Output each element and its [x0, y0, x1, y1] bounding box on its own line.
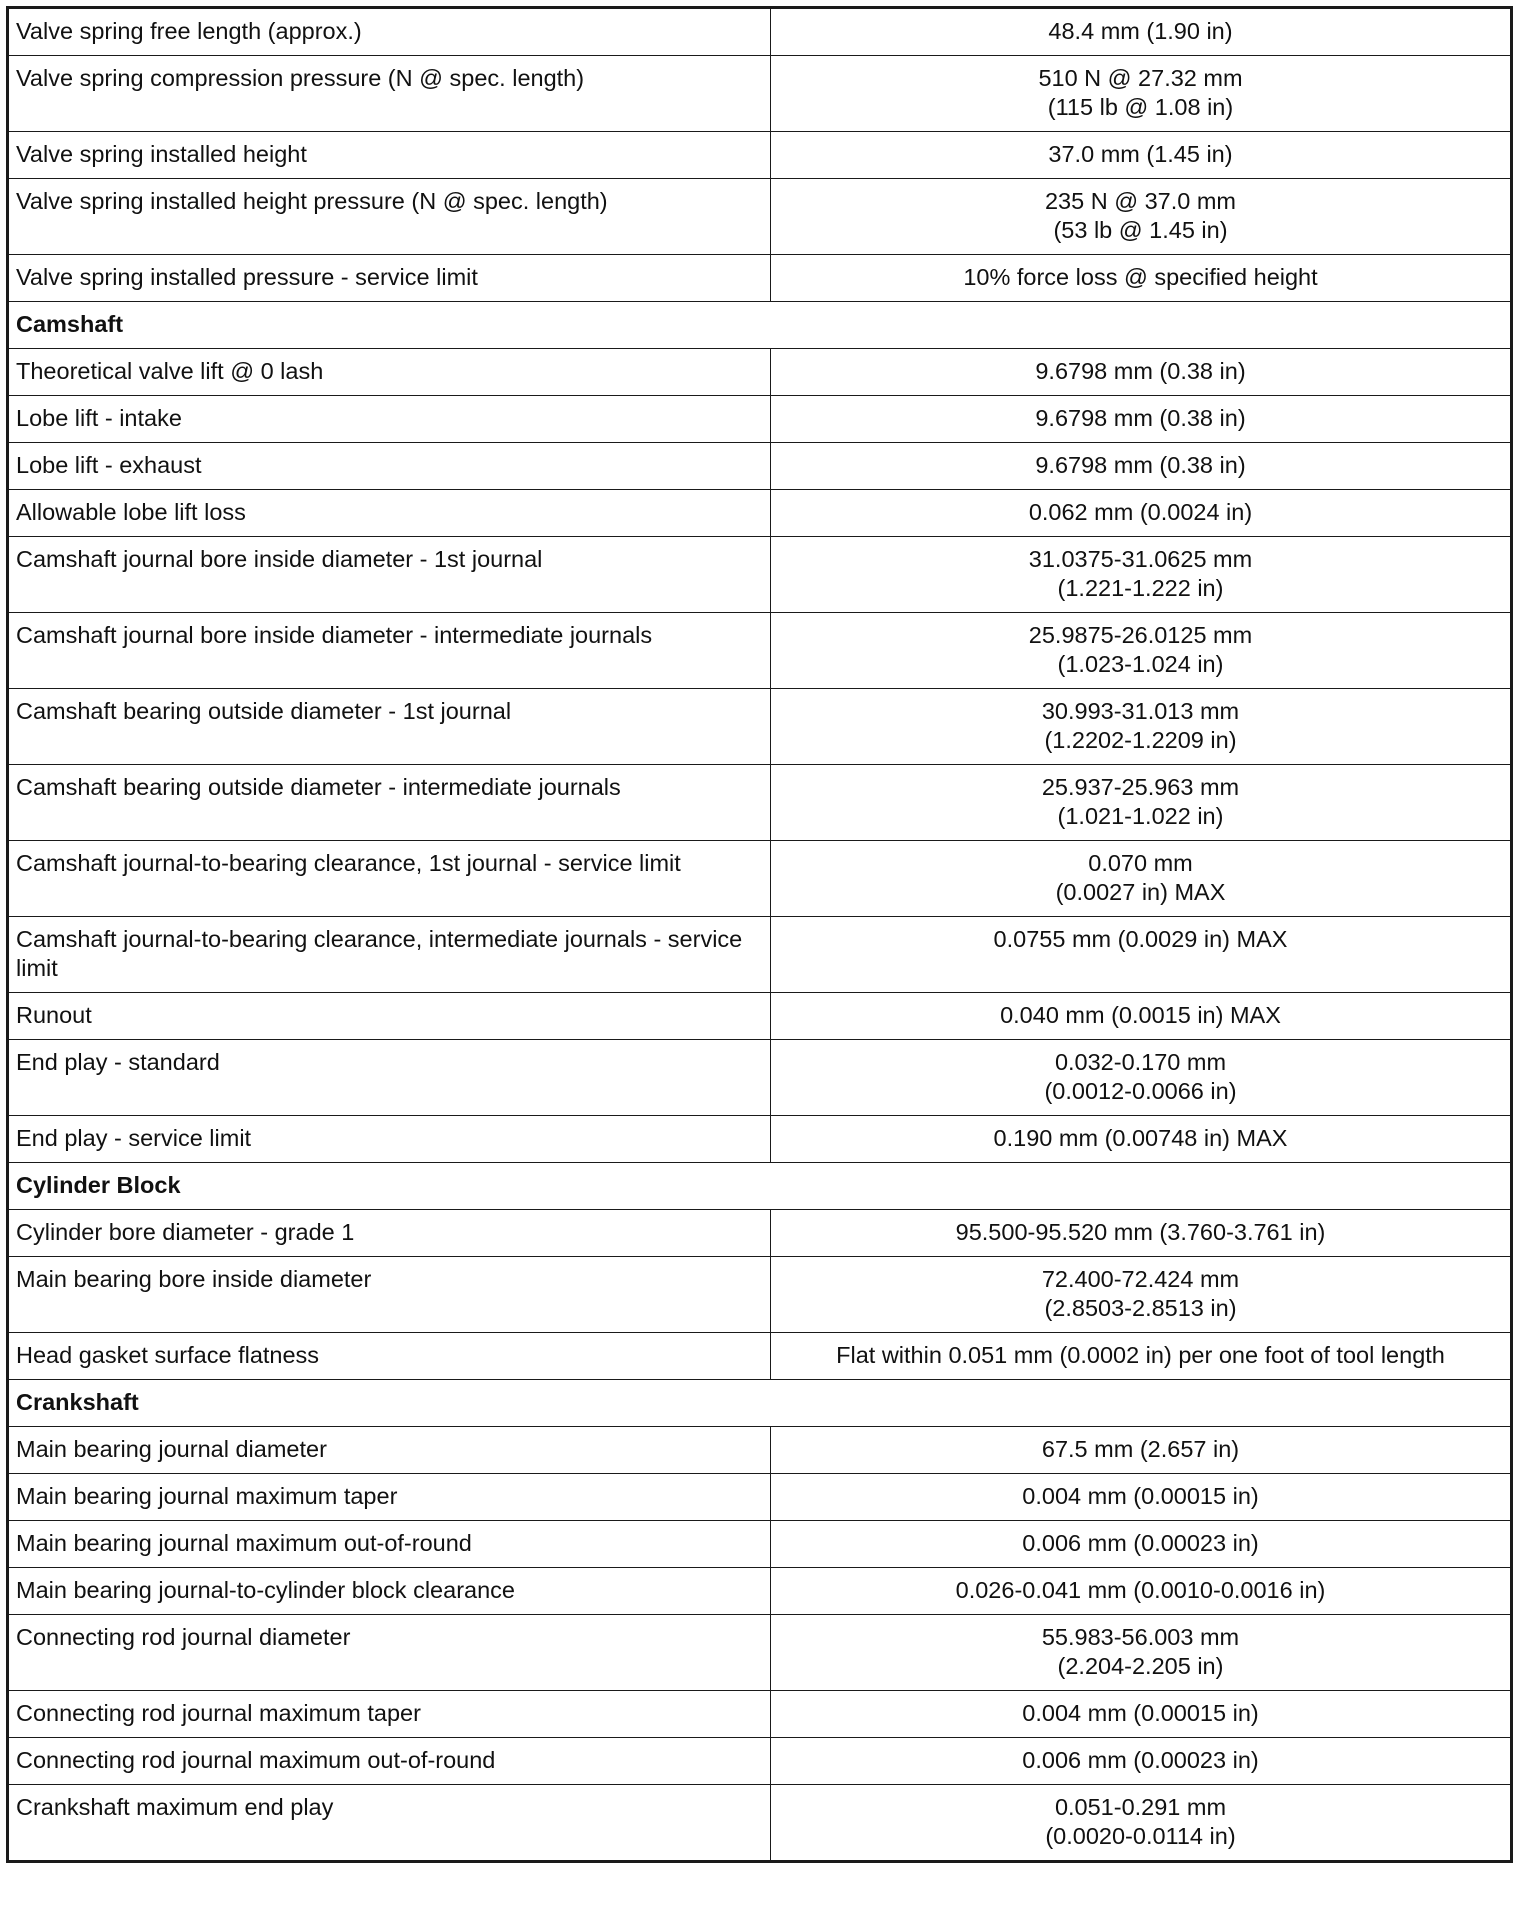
spec-value-line: 0.190 mm (0.00748 in) MAX	[993, 1125, 1288, 1151]
spec-row	[8, 1615, 1512, 1691]
specifications-table-body	[8, 8, 1512, 1862]
spec-value-line: 30.993-31.013 mm	[1041, 698, 1240, 724]
spec-label: Valve spring free length (approx.)	[8, 8, 771, 56]
spec-row	[8, 1474, 1512, 1521]
spec-label: Allowable lobe lift loss	[8, 490, 771, 537]
section-title: Crankshaft	[8, 1380, 1512, 1427]
spec-row	[8, 613, 1512, 689]
spec-row	[8, 1333, 1512, 1380]
spec-row	[8, 841, 1512, 917]
spec-label: Main bearing journal diameter	[8, 1427, 771, 1474]
spec-value-line: 0.004 mm (0.00015 in)	[1022, 1483, 1259, 1509]
spec-value-line: 0.051-0.291 mm	[1054, 1794, 1227, 1820]
section-title: Camshaft	[8, 302, 1512, 349]
spec-value-line: (0.0027 in) MAX	[1055, 879, 1226, 905]
spec-value-line: (0.0020-0.0114 in)	[1045, 1823, 1236, 1849]
spec-label: Connecting rod journal maximum out-of-round	[8, 1738, 771, 1785]
section-header-row	[8, 302, 1512, 349]
spec-value-line: (2.204-2.205 in)	[1057, 1653, 1224, 1679]
spec-label: Main bearing bore inside diameter	[8, 1257, 771, 1333]
spec-value-line: 37.0 mm (1.45 in)	[1048, 141, 1233, 167]
spec-value-line: 0.070 mm	[1088, 850, 1193, 876]
spec-value-line: 0.0755 mm (0.0029 in) MAX	[993, 926, 1288, 952]
spec-value	[771, 1116, 1512, 1163]
spec-row	[8, 443, 1512, 490]
spec-label: Camshaft journal bore inside diameter - intermediate journals	[8, 613, 771, 689]
spec-label: Main bearing journal maximum out-of-round	[8, 1521, 771, 1568]
spec-value	[771, 1257, 1512, 1333]
spec-value-line: 95.500-95.520 mm (3.760-3.761 in)	[955, 1219, 1326, 1245]
spec-row	[8, 396, 1512, 443]
spec-label: Main bearing journal maximum taper	[8, 1474, 771, 1521]
spec-value	[771, 613, 1512, 689]
spec-label: Head gasket surface flatness	[8, 1333, 771, 1380]
spec-value-line: 31.0375-31.0625 mm	[1028, 546, 1253, 572]
spec-value	[771, 689, 1512, 765]
spec-value-line: 9.6798 mm (0.38 in)	[1035, 405, 1246, 431]
section-header-row	[8, 1380, 1512, 1427]
section-header-row	[8, 1163, 1512, 1210]
spec-value	[771, 443, 1512, 490]
spec-value-line: (53 lb @ 1.45 in)	[1053, 217, 1228, 243]
spec-value	[771, 396, 1512, 443]
spec-value	[771, 1474, 1512, 1521]
spec-value	[771, 841, 1512, 917]
spec-label: End play - service limit	[8, 1116, 771, 1163]
spec-label: Connecting rod journal maximum taper	[8, 1691, 771, 1738]
spec-label: Camshaft journal-to-bearing clearance, 1st journal - service limit	[8, 841, 771, 917]
spec-value-line: 0.026-0.041 mm (0.0010-0.0016 in)	[955, 1577, 1326, 1603]
spec-value-line: 0.040 mm (0.0015 in) MAX	[1000, 1002, 1281, 1028]
spec-label: Runout	[8, 993, 771, 1040]
spec-row	[8, 765, 1512, 841]
spec-label: End play - standard	[8, 1040, 771, 1116]
spec-value	[771, 1615, 1512, 1691]
spec-label: Valve spring installed height	[8, 132, 771, 179]
spec-value	[771, 1568, 1512, 1615]
spec-row	[8, 1785, 1512, 1862]
spec-value-line: (1.221-1.222 in)	[1057, 575, 1224, 601]
spec-value-line: 55.983-56.003 mm	[1041, 1624, 1240, 1650]
spec-value-line: (2.8503-2.8513 in)	[1044, 1295, 1237, 1321]
spec-value-line: Flat within 0.051 mm (0.0002 in) per one foot of tool length	[836, 1342, 1445, 1368]
spec-row	[8, 917, 1512, 993]
spec-value	[771, 1040, 1512, 1116]
spec-value-line: (0.0012-0.0066 in)	[1044, 1078, 1237, 1104]
spec-value	[771, 8, 1512, 56]
spec-value-line: 25.9875-26.0125 mm	[1028, 622, 1253, 648]
spec-row	[8, 255, 1512, 302]
section-title: Cylinder Block	[8, 1163, 1512, 1210]
spec-label: Lobe lift - exhaust	[8, 443, 771, 490]
spec-row	[8, 1568, 1512, 1615]
spec-value	[771, 1210, 1512, 1257]
spec-value-line: (1.023-1.024 in)	[1057, 651, 1224, 677]
spec-value	[771, 1785, 1512, 1862]
spec-value	[771, 1521, 1512, 1568]
spec-value	[771, 537, 1512, 613]
spec-label: Crankshaft maximum end play	[8, 1785, 771, 1862]
spec-row	[8, 349, 1512, 396]
spec-row	[8, 689, 1512, 765]
spec-row	[8, 1738, 1512, 1785]
spec-label: Valve spring compression pressure (N @ spec. length)	[8, 56, 771, 132]
spec-row	[8, 537, 1512, 613]
spec-value	[771, 1427, 1512, 1474]
spec-value	[771, 349, 1512, 396]
spec-row	[8, 1691, 1512, 1738]
spec-value	[771, 132, 1512, 179]
spec-value	[771, 490, 1512, 537]
spec-label: Camshaft bearing outside diameter - 1st journal	[8, 689, 771, 765]
spec-row	[8, 1427, 1512, 1474]
spec-value-line: 9.6798 mm (0.38 in)	[1035, 358, 1246, 384]
spec-value-line: 0.006 mm (0.00023 in)	[1022, 1747, 1259, 1773]
spec-value-line: 0.004 mm (0.00015 in)	[1022, 1700, 1259, 1726]
spec-value	[771, 765, 1512, 841]
spec-value-line: 0.006 mm (0.00023 in)	[1022, 1530, 1259, 1556]
spec-row	[8, 1040, 1512, 1116]
spec-value-line: 67.5 mm (2.657 in)	[1041, 1436, 1240, 1462]
spec-row	[8, 132, 1512, 179]
spec-value-line: 25.937-25.963 mm	[1041, 774, 1240, 800]
spec-value-line: 0.032-0.170 mm	[1054, 1049, 1227, 1075]
spec-row	[8, 490, 1512, 537]
spec-value-line: 0.062 mm (0.0024 in)	[1028, 499, 1253, 525]
specifications-table	[6, 6, 1513, 1863]
spec-value	[771, 993, 1512, 1040]
spec-value-line: 48.4 mm (1.90 in)	[1048, 18, 1233, 44]
spec-row	[8, 1257, 1512, 1333]
spec-value	[771, 917, 1512, 993]
spec-value-line: (1.021-1.022 in)	[1057, 803, 1224, 829]
spec-value	[771, 1738, 1512, 1785]
spec-row	[8, 1210, 1512, 1257]
spec-value-line: 235 N @ 37.0 mm	[1044, 188, 1237, 214]
spec-value	[771, 179, 1512, 255]
spec-row	[8, 56, 1512, 132]
spec-value	[771, 56, 1512, 132]
spec-row	[8, 993, 1512, 1040]
spec-label: Camshaft journal-to-bearing clearance, intermediate journals - service limit	[8, 917, 771, 993]
spec-label: Lobe lift - intake	[8, 396, 771, 443]
spec-value-line: (1.2202-1.2209 in)	[1044, 727, 1237, 753]
spec-label: Main bearing journal-to-cylinder block clearance	[8, 1568, 771, 1615]
spec-label: Valve spring installed height pressure (N @ spec. length)	[8, 179, 771, 255]
spec-value	[771, 255, 1512, 302]
spec-label: Cylinder bore diameter - grade 1	[8, 1210, 771, 1257]
spec-row	[8, 1116, 1512, 1163]
spec-label: Valve spring installed pressure - service limit	[8, 255, 771, 302]
spec-value	[771, 1691, 1512, 1738]
spec-row	[8, 179, 1512, 255]
spec-row	[8, 1521, 1512, 1568]
spec-label: Theoretical valve lift @ 0 lash	[8, 349, 771, 396]
spec-value-line: 510 N @ 27.32 mm	[1038, 65, 1243, 91]
spec-value-line: (115 lb @ 1.08 in)	[1047, 94, 1234, 120]
spec-label: Camshaft bearing outside diameter - intermediate journals	[8, 765, 771, 841]
spec-value-line: 72.400-72.424 mm	[1041, 1266, 1240, 1292]
spec-label: Connecting rod journal diameter	[8, 1615, 771, 1691]
spec-value-line: 10% force loss @ specified height	[963, 264, 1318, 290]
spec-value-line: 9.6798 mm (0.38 in)	[1035, 452, 1246, 478]
spec-value	[771, 1333, 1512, 1380]
spec-label: Camshaft journal bore inside diameter - 1st journal	[8, 537, 771, 613]
spec-row	[8, 8, 1512, 56]
